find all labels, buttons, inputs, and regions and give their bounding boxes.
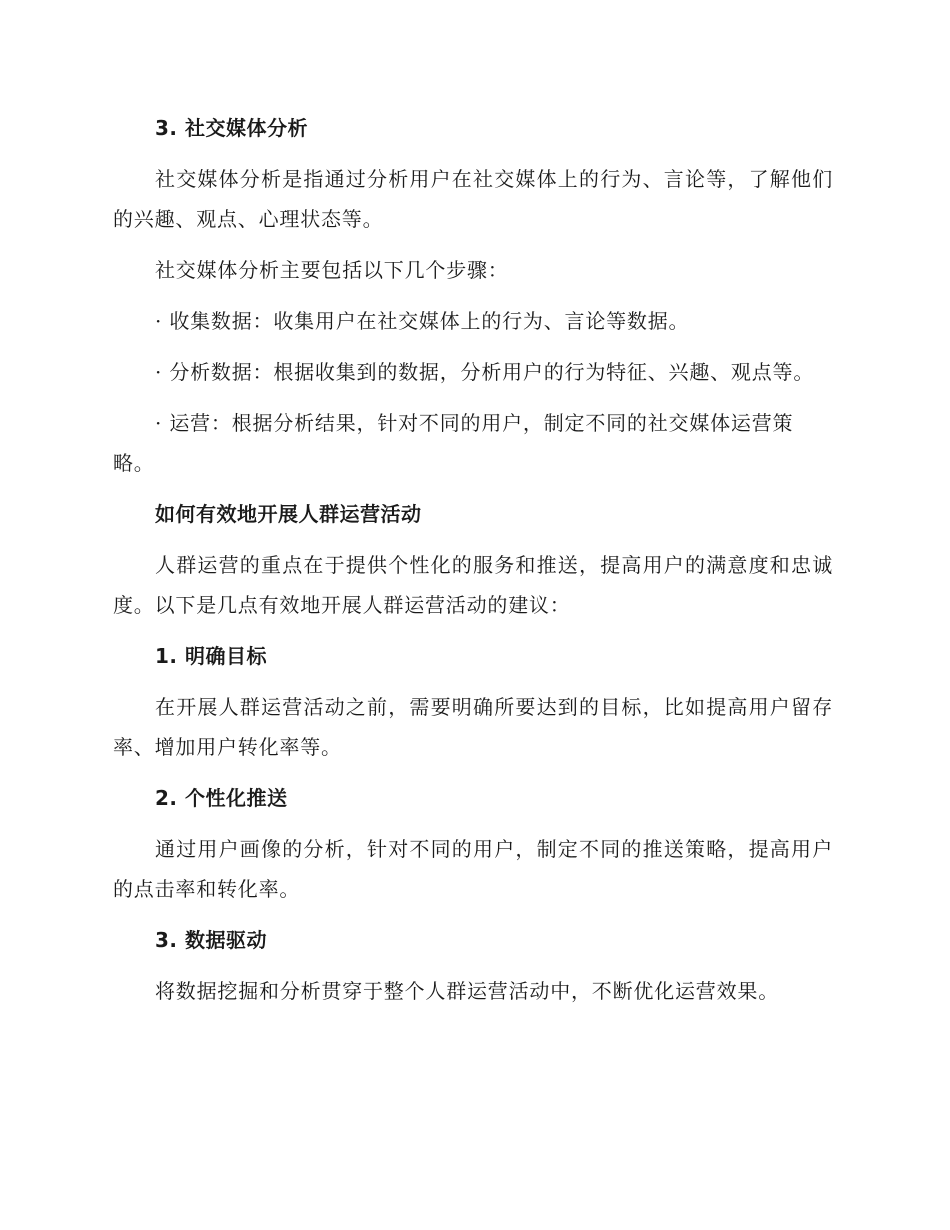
paragraph-personalized-push: 通过用户画像的分析，针对不同的用户，制定不同的推送策略，提高用户的点击率和转化率。 [113, 837, 833, 901]
bullet-operation: · 运营：根据分析结果，针对不同的用户，制定不同的社交媒体运营策略。 [113, 411, 794, 475]
paragraph-social-media-definition: 社交媒体分析是指通过分析用户在社交媒体上的行为、言论等，了解他们的兴趣、观点、心理状态等。 [113, 167, 833, 231]
document-body [113, 108, 833, 1022]
paragraph-steps-intro: 社交媒体分析主要包括以下几个步骤： [155, 258, 509, 282]
bullet-collect-data: · 收集数据：收集用户在社交媒体上的行为、言论等数据。 [155, 309, 690, 333]
paragraph-data-driven: 将数据挖掘和分析贯穿于整个人群运营活动中，不断优化运营效果。 [155, 979, 779, 1003]
section-heading-clear-goals: 1. 明确目标 [155, 644, 267, 668]
section-heading-data-driven: 3. 数据驱动 [155, 928, 267, 952]
paragraph-operation-focus: 人群运营的重点在于提供个性化的服务和推送，提高用户的满意度和忠诚度。以下是几点有效地开展人群运营活动的建议： [113, 553, 833, 617]
section-heading-social-media-analysis: 3. 社交媒体分析 [155, 116, 308, 140]
section-heading-effective-operation: 如何有效地开展人群运营活动 [155, 502, 422, 526]
section-heading-personalized-push: 2. 个性化推送 [155, 786, 288, 810]
bullet-analyze-data: · 分析数据：根据收集到的数据，分析用户的行为特征、兴趣、观点等。 [155, 360, 815, 384]
paragraph-clear-goals: 在开展人群运营活动之前，需要明确所要达到的目标，比如提高用户留存率、增加用户转化率等。 [113, 695, 833, 759]
